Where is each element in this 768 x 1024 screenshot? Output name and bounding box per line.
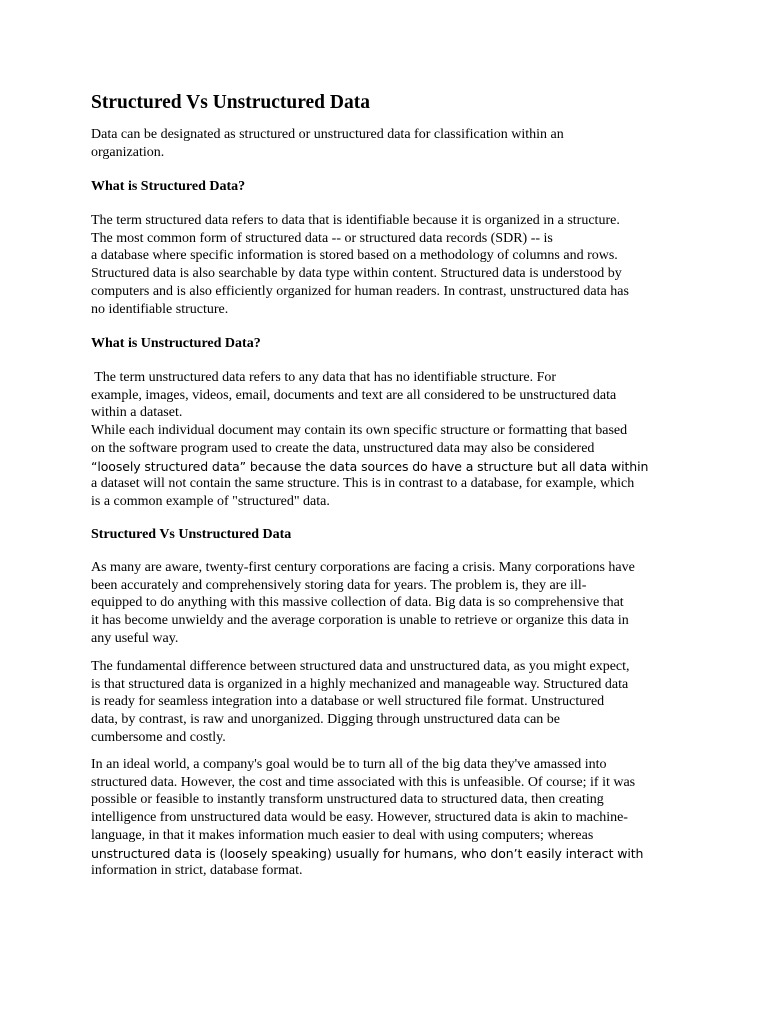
section-heading-unstructured: What is Unstructured Data? — [91, 336, 261, 351]
intro-paragraph — [91, 126, 691, 161]
text-line: structured data. However, the cost and time associated with this is unfeasible. Of course; if it was — [91, 774, 636, 790]
text-line: is a common example of "structured" data. — [91, 493, 330, 509]
text-line: any useful way. — [91, 630, 179, 646]
text-line: equipped to do anything with this massive collection of data. Big data is so comprehensive that — [91, 595, 624, 611]
text-line: Data can be designated as structured or unstructured data for classification within an — [91, 127, 564, 142]
text-line: no identifiable structure. — [91, 301, 229, 317]
text-line: is ready for seamless integration into a database or well structured file format. Unstructured — [91, 694, 605, 710]
text-line: computers and is also efficiently organized for human readers. In contrast, unstructured data has — [91, 283, 629, 299]
text-line: intelligence from unstructured data would be easy. However, structured data is akin to machine- — [91, 810, 628, 826]
text-line: unstructured data is (loosely speaking) usually for humans, who don’t easily interact with — [91, 845, 644, 861]
text-line: cumbersome and costly. — [91, 729, 226, 745]
text-line: data, by contrast, is raw and unorganized. Digging through unstructured data can be — [91, 712, 560, 728]
text-line: been accurately and comprehensively storing data for years. The problem is, they are ill- — [91, 577, 587, 593]
text-line: is that structured data is organized in a highly mechanized and manageable way. Structured data — [91, 676, 629, 692]
text-line: example, images, videos, email, documents and text are all considered to be unstructured data — [91, 387, 617, 403]
text-line: The term structured data refers to data that is identifiable because it is organized in a structure. — [91, 213, 620, 228]
section-heading-comparison: Structured Vs Unstructured Data — [91, 527, 292, 542]
text-line: While each individual document may contain its own specific structure or formatting that based — [91, 423, 628, 439]
text-line: In an ideal world, a company's goal would be to turn all of the big data they've amassed into — [91, 757, 607, 772]
text-line: organization. — [91, 144, 165, 160]
unstructured-data-paragraph — [91, 369, 691, 511]
text-line: The most common form of structured data -- or structured data records (SDR) -- is — [91, 230, 553, 246]
text-line: a database where specific information is stored based on a methodology of columns and rows. — [91, 248, 618, 264]
text-line: As many are aware, twenty-first century corporations are facing a crisis. Many corporations have — [91, 560, 635, 575]
section-heading-structured: What is Structured Data? — [91, 179, 246, 194]
text-line: “loosely structured data” because the data sources do have a structure but all data within — [91, 458, 649, 474]
text-line: language, in that it makes information much easier to deal with using computers; whereas — [91, 827, 594, 843]
text-line: The fundamental difference between structured data and unstructured data, as you might expect, — [91, 659, 630, 674]
comparison-paragraph-2 — [91, 658, 691, 747]
structured-data-paragraph — [91, 212, 691, 318]
comparison-paragraph-1 — [91, 559, 691, 648]
text-line: a dataset will not contain the same structure. This is in contrast to a database, for example, which — [91, 476, 635, 492]
text-line: within a dataset. — [91, 405, 183, 421]
text-line: on the software program used to create the data, unstructured data may also be considered — [91, 440, 595, 456]
text-line: it has become unwieldy and the average corporation is unable to retrieve or organize this data in — [91, 613, 629, 629]
text-line: information in strict, database format. — [91, 863, 303, 879]
comparison-paragraph-3 — [91, 756, 691, 880]
text-line: The term unstructured data refers to any data that has no identifiable structure. For — [91, 370, 557, 385]
text-line: possible or feasible to instantly transform unstructured data to structured data, then creating — [91, 792, 604, 808]
document-title: Structured Vs Unstructured Data — [91, 92, 370, 113]
text-line: Structured data is also searchable by data type within content. Structured data is understood by — [91, 266, 622, 282]
